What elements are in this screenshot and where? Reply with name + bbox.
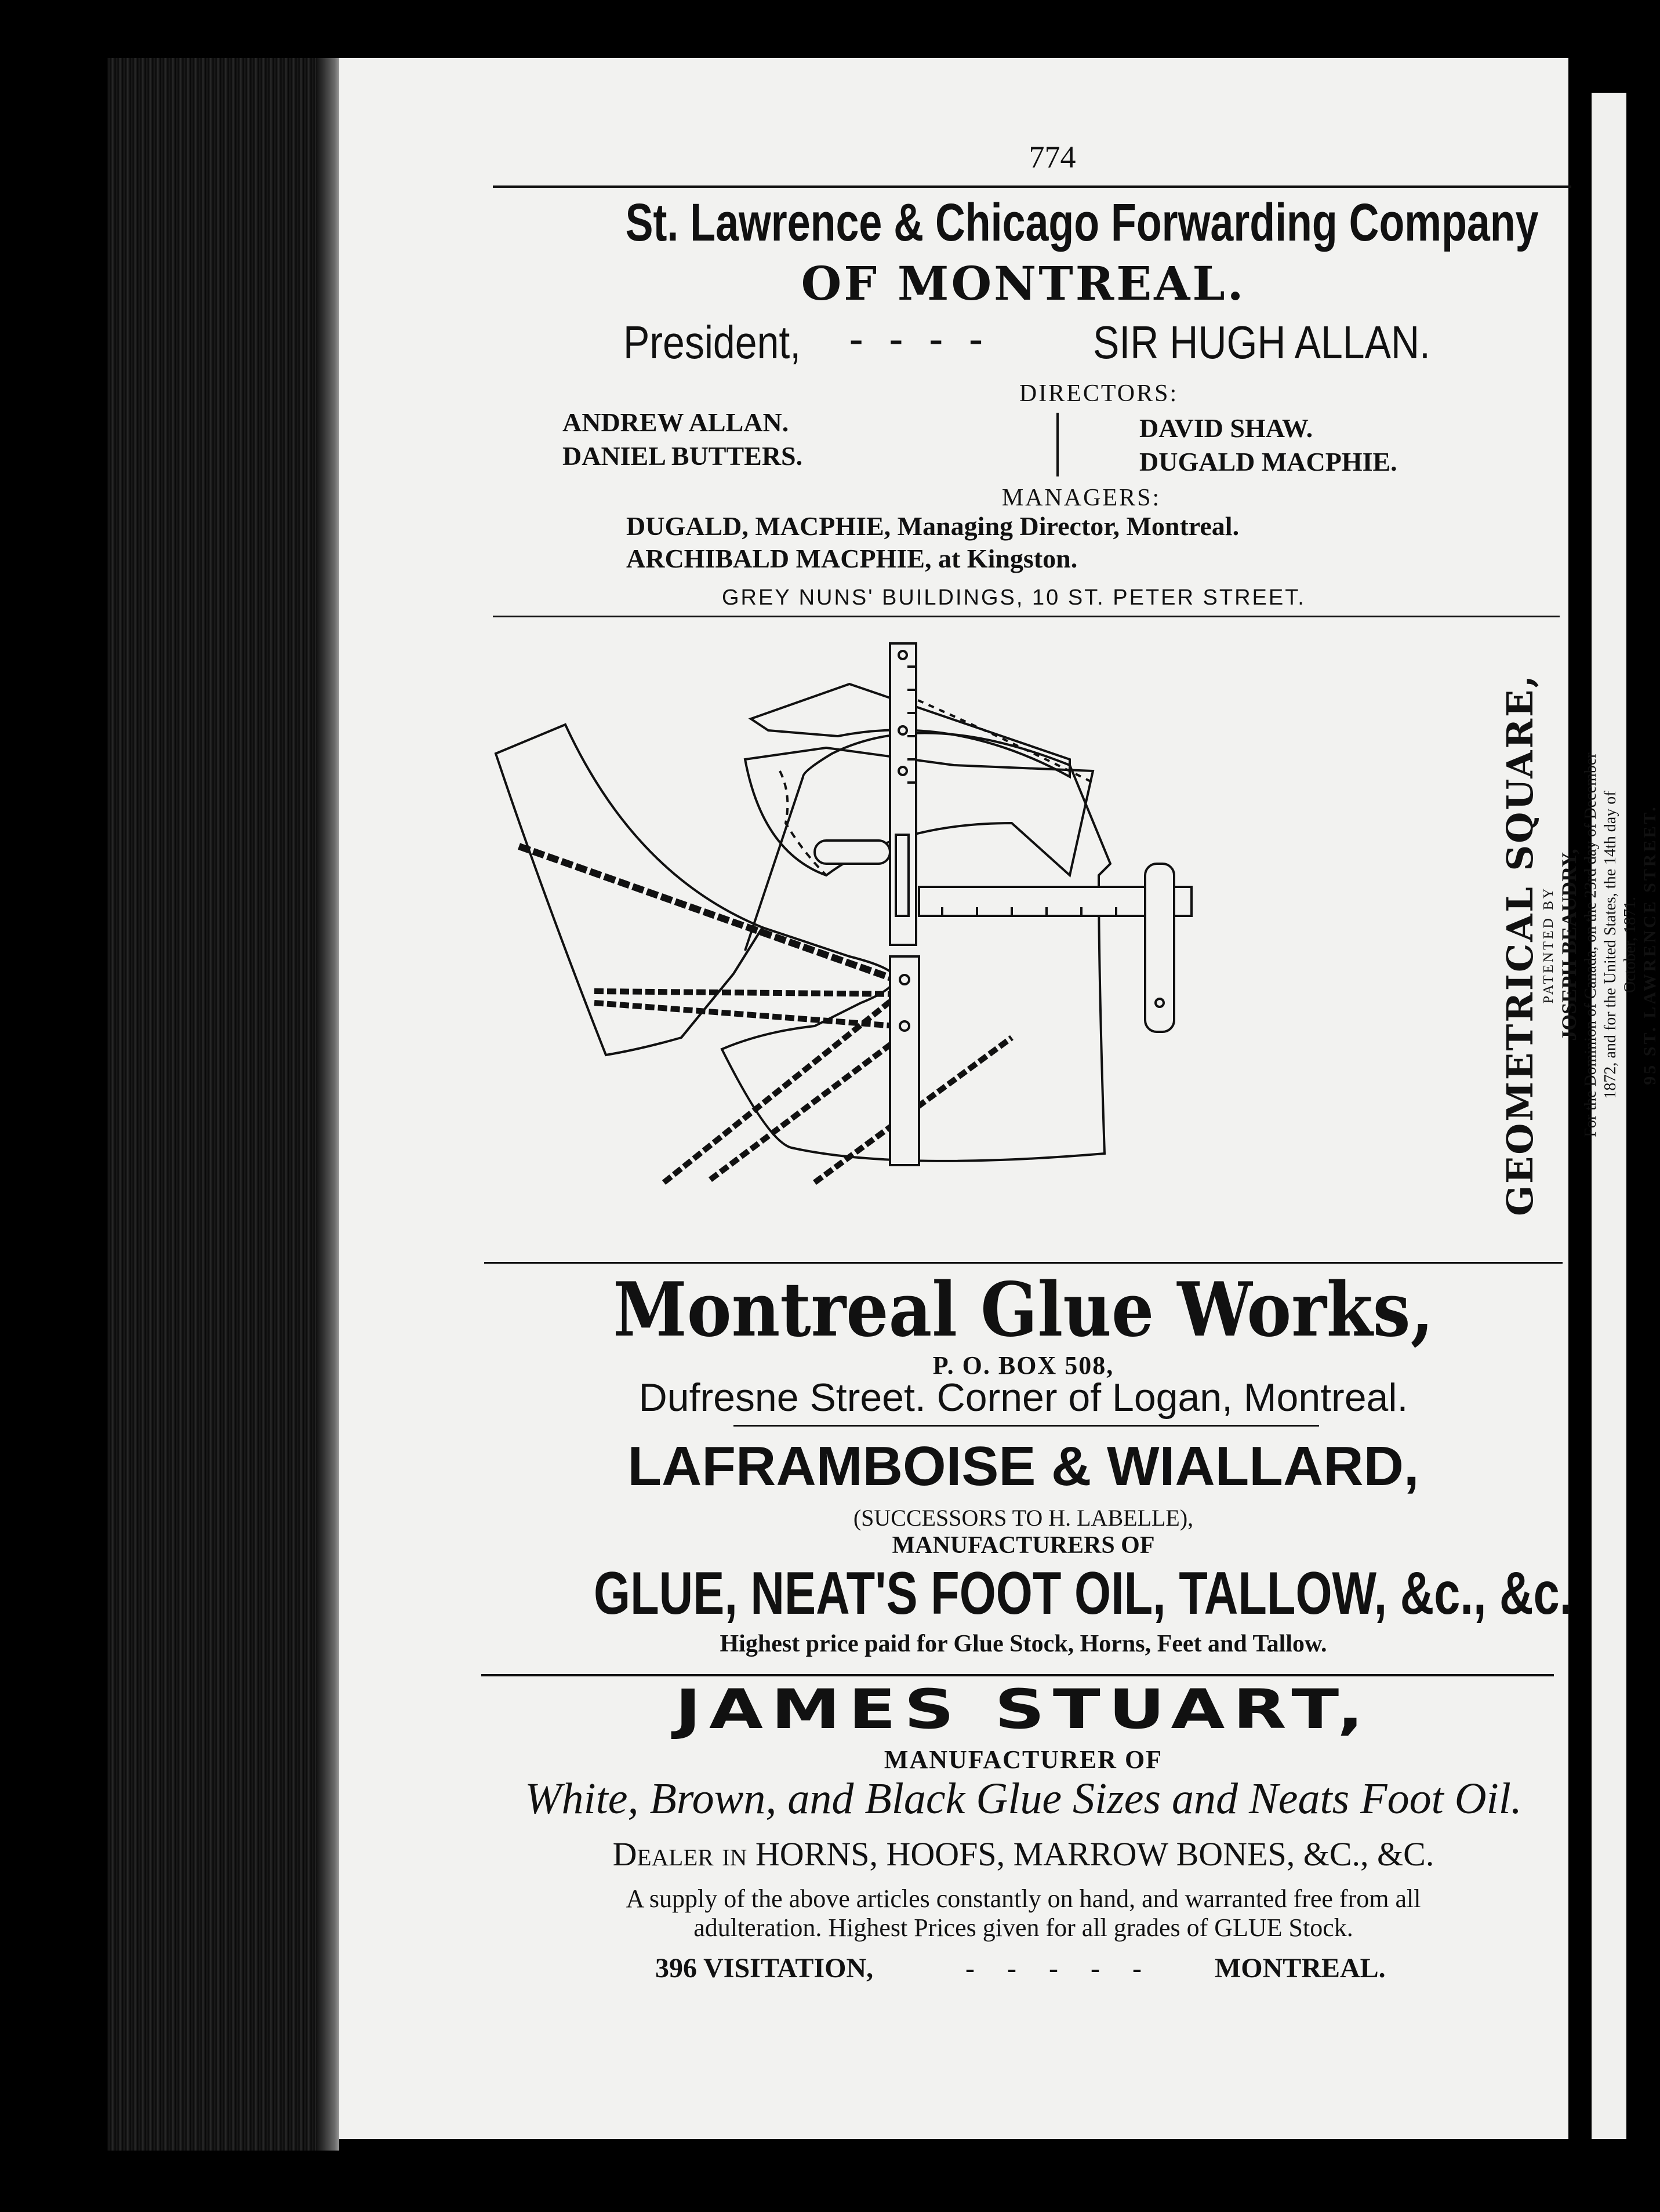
firm-name: LAFRAMBOISE & WIALLARD, (627, 1435, 1419, 1497)
director-name: DAVID SHAW. (1139, 413, 1313, 443)
ad1-subtitle: OF MONTREAL. (801, 256, 1246, 311)
supply-line: A supply of the above articles constantly on hand, and warranted free from all (626, 1884, 1421, 1913)
patentee: JOSEPH BEAUDRY, (1557, 849, 1581, 1041)
ad2-address: 95 ST. LAWRENCE STREET. (1640, 805, 1659, 1085)
manager-role: Managing Director, Montreal. (897, 511, 1240, 541)
patent-text-block (1499, 626, 1660, 1264)
supply-line: adulteration. Highest Prices given for all grades of GLUE Stock. (693, 1913, 1353, 1942)
director-name: DANIEL BUTTERS. (562, 441, 803, 471)
directors-right-list (1139, 412, 1397, 479)
page-number: 774 (1029, 140, 1076, 174)
patent-line: 1872, and for the United States, the 14th day of (1601, 791, 1619, 1099)
tailoring-square-illustration (490, 632, 1302, 1269)
manager-role: at Kingston. (938, 544, 1078, 573)
dealer-line: Dealer in HORNS, HOOFS, MARROW BONES, &C., &C. (612, 1835, 1434, 1873)
divider (493, 616, 1560, 617)
president-label: President, (623, 316, 801, 368)
po-box: P. O. BOX 508, (932, 1351, 1114, 1380)
ad3-title: Montreal Glue Works, (613, 1267, 1434, 1354)
stuart-address-left: 396 VISITATION, (655, 1953, 874, 1984)
director-name: ANDREW ALLAN. (562, 408, 789, 437)
manager-line (626, 510, 1239, 543)
ad4-title: JAMES STUART, (675, 1678, 1372, 1741)
divider (493, 185, 1571, 188)
president-dashes: - - - - (849, 316, 991, 361)
manager-name: DUGALD, MACPHIE, (626, 511, 891, 541)
highest-price-note: Highest price paid for Glue Stock, Horns, Feet and Tallow. (720, 1631, 1327, 1657)
directors-divider (1056, 413, 1059, 476)
director-name: DUGALD MACPHIE. (1139, 447, 1397, 476)
stuart-products: White, Brown, and Black Glue Sizes and Neats Foot Oil. (525, 1774, 1522, 1823)
directors-left-list (562, 406, 802, 473)
managers-list (626, 510, 1239, 575)
manager-name: ARCHIBALD MACPHIE, (626, 544, 932, 573)
divider (733, 1425, 1319, 1427)
patent-line: October, 1871. (1621, 896, 1639, 994)
patent-line: For the Dominion of Canada, on the 23rd day of December (1582, 752, 1600, 1137)
glue-products: GLUE, NEAT'S FOOT OIL, TALLOW, &c., &c. (594, 1560, 1573, 1627)
ad1-address: GREY NUNS' BUILDINGS, 10 ST. PETER STREET. (722, 585, 1306, 610)
directory-page (339, 58, 1659, 2139)
president-name: SIR HUGH ALLAN. (1093, 316, 1430, 368)
patented-by: PATENTED BY (1541, 886, 1556, 1004)
managers-heading: MANAGERS: (1001, 485, 1161, 511)
ad1-title: St. Lawrence & Chicago Forwarding Company (625, 193, 1539, 252)
manufacturers-of: MANUFACTURERS OF (892, 1532, 1155, 1559)
stuart-address-dashes: - - - - - (965, 1953, 1154, 1984)
divider (481, 1674, 1554, 1676)
stuart-address-right: MONTREAL. (1215, 1953, 1386, 1984)
manufacturer-of: MANUFACTURER OF (884, 1745, 1163, 1774)
divider (484, 1262, 1563, 1264)
directors-heading: DIRECTORS: (1019, 380, 1179, 407)
successors: (SUCCESSORS TO H. LABELLE), (853, 1505, 1194, 1531)
manager-line (626, 543, 1239, 575)
glue-street: Dufresne Street. Corner of Logan, Montreal. (638, 1376, 1408, 1420)
book-spine-edge (107, 58, 339, 2151)
ad2-title: GEOMETRICAL SQUARE, (1499, 674, 1541, 1216)
